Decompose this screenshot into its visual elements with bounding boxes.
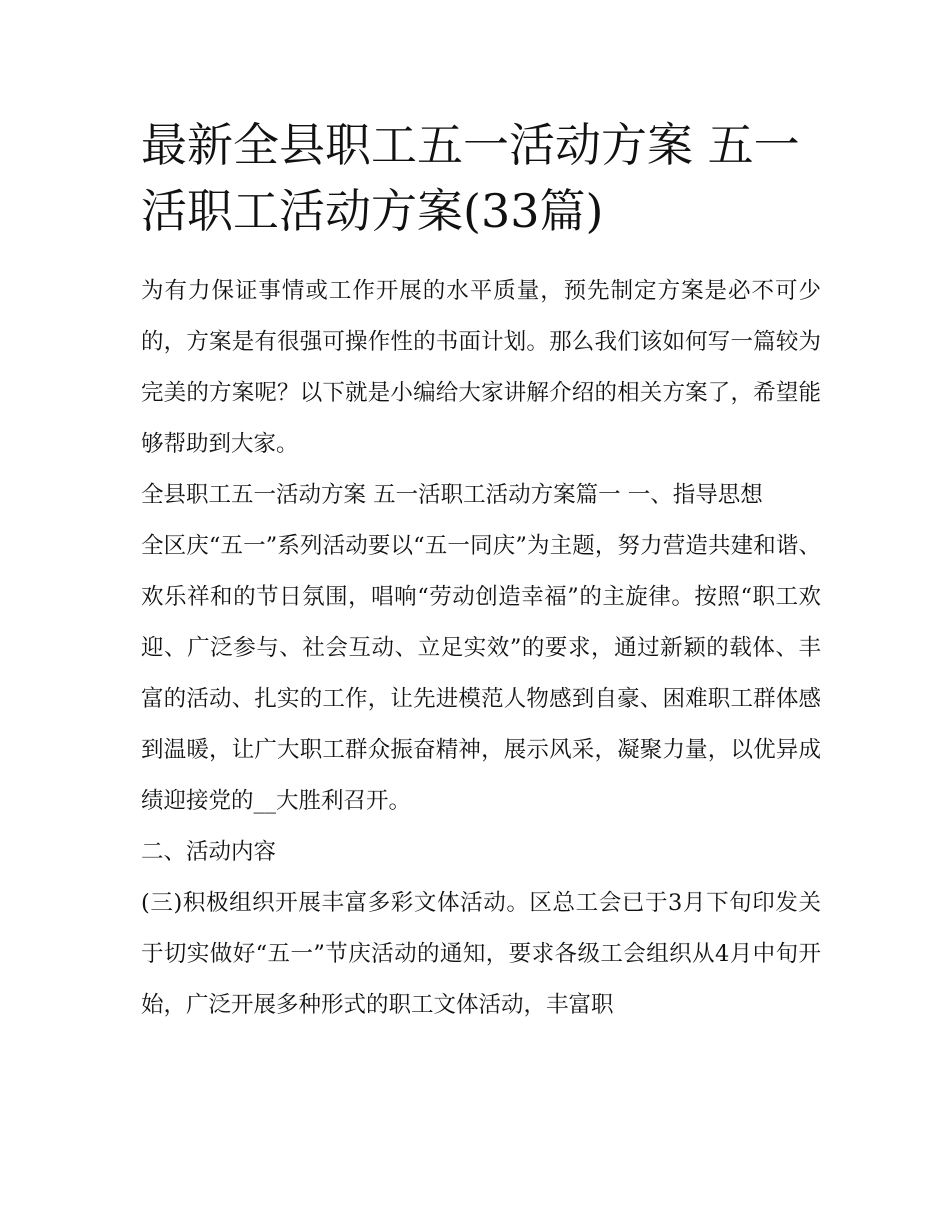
section-heading-guiding-ideology: 全县职工五一活动方案 五一活职工活动方案篇一 一、指导思想 <box>141 482 763 508</box>
document-page <box>141 112 821 1031</box>
document-body <box>141 266 821 1031</box>
guiding-ideology-paragraph: 全区庆“五一”系列活动要以“五一同庆”为主题，努力营造共建和谐、欢乐祥和的节日氛围，唱响“劳动创造幸福”的主旋律。按照“职工欢迎、广泛参与、社会互动、立足实效”的要求，通过新颖的载体、丰富的活动、扎实的工作，让先进模范人物感到自豪、困难职工群体感到温暖，让广大职工群众振奋精神，展示风采，凝聚力量，以优异成绩迎接党的__大胜利召开。 <box>141 533 821 814</box>
section-heading-activity-content: 二、活动内容 <box>141 839 277 865</box>
document-title: 最新全县职工五一活动方案 五一活职工活动方案(33篇) <box>141 118 800 238</box>
activity-content-paragraph: (三)积极组织开展丰富多彩文体活动。区总工会已于3月下旬印发关于切实做好“五一”节庆活动的通知，要求各级工会组织从4月中旬开始，广泛开展多种形式的职工文体活动，丰富职 <box>141 890 821 1018</box>
intro-paragraph: 为有力保证事情或工作开展的水平质量，预先制定方案是必不可少的，方案是有很强可操作性的书面计划。那么我们该如何写一篇较为完美的方案呢？以下就是小编给大家讲解介绍的相关方案了，希望能够帮助到大家。 <box>141 278 821 457</box>
